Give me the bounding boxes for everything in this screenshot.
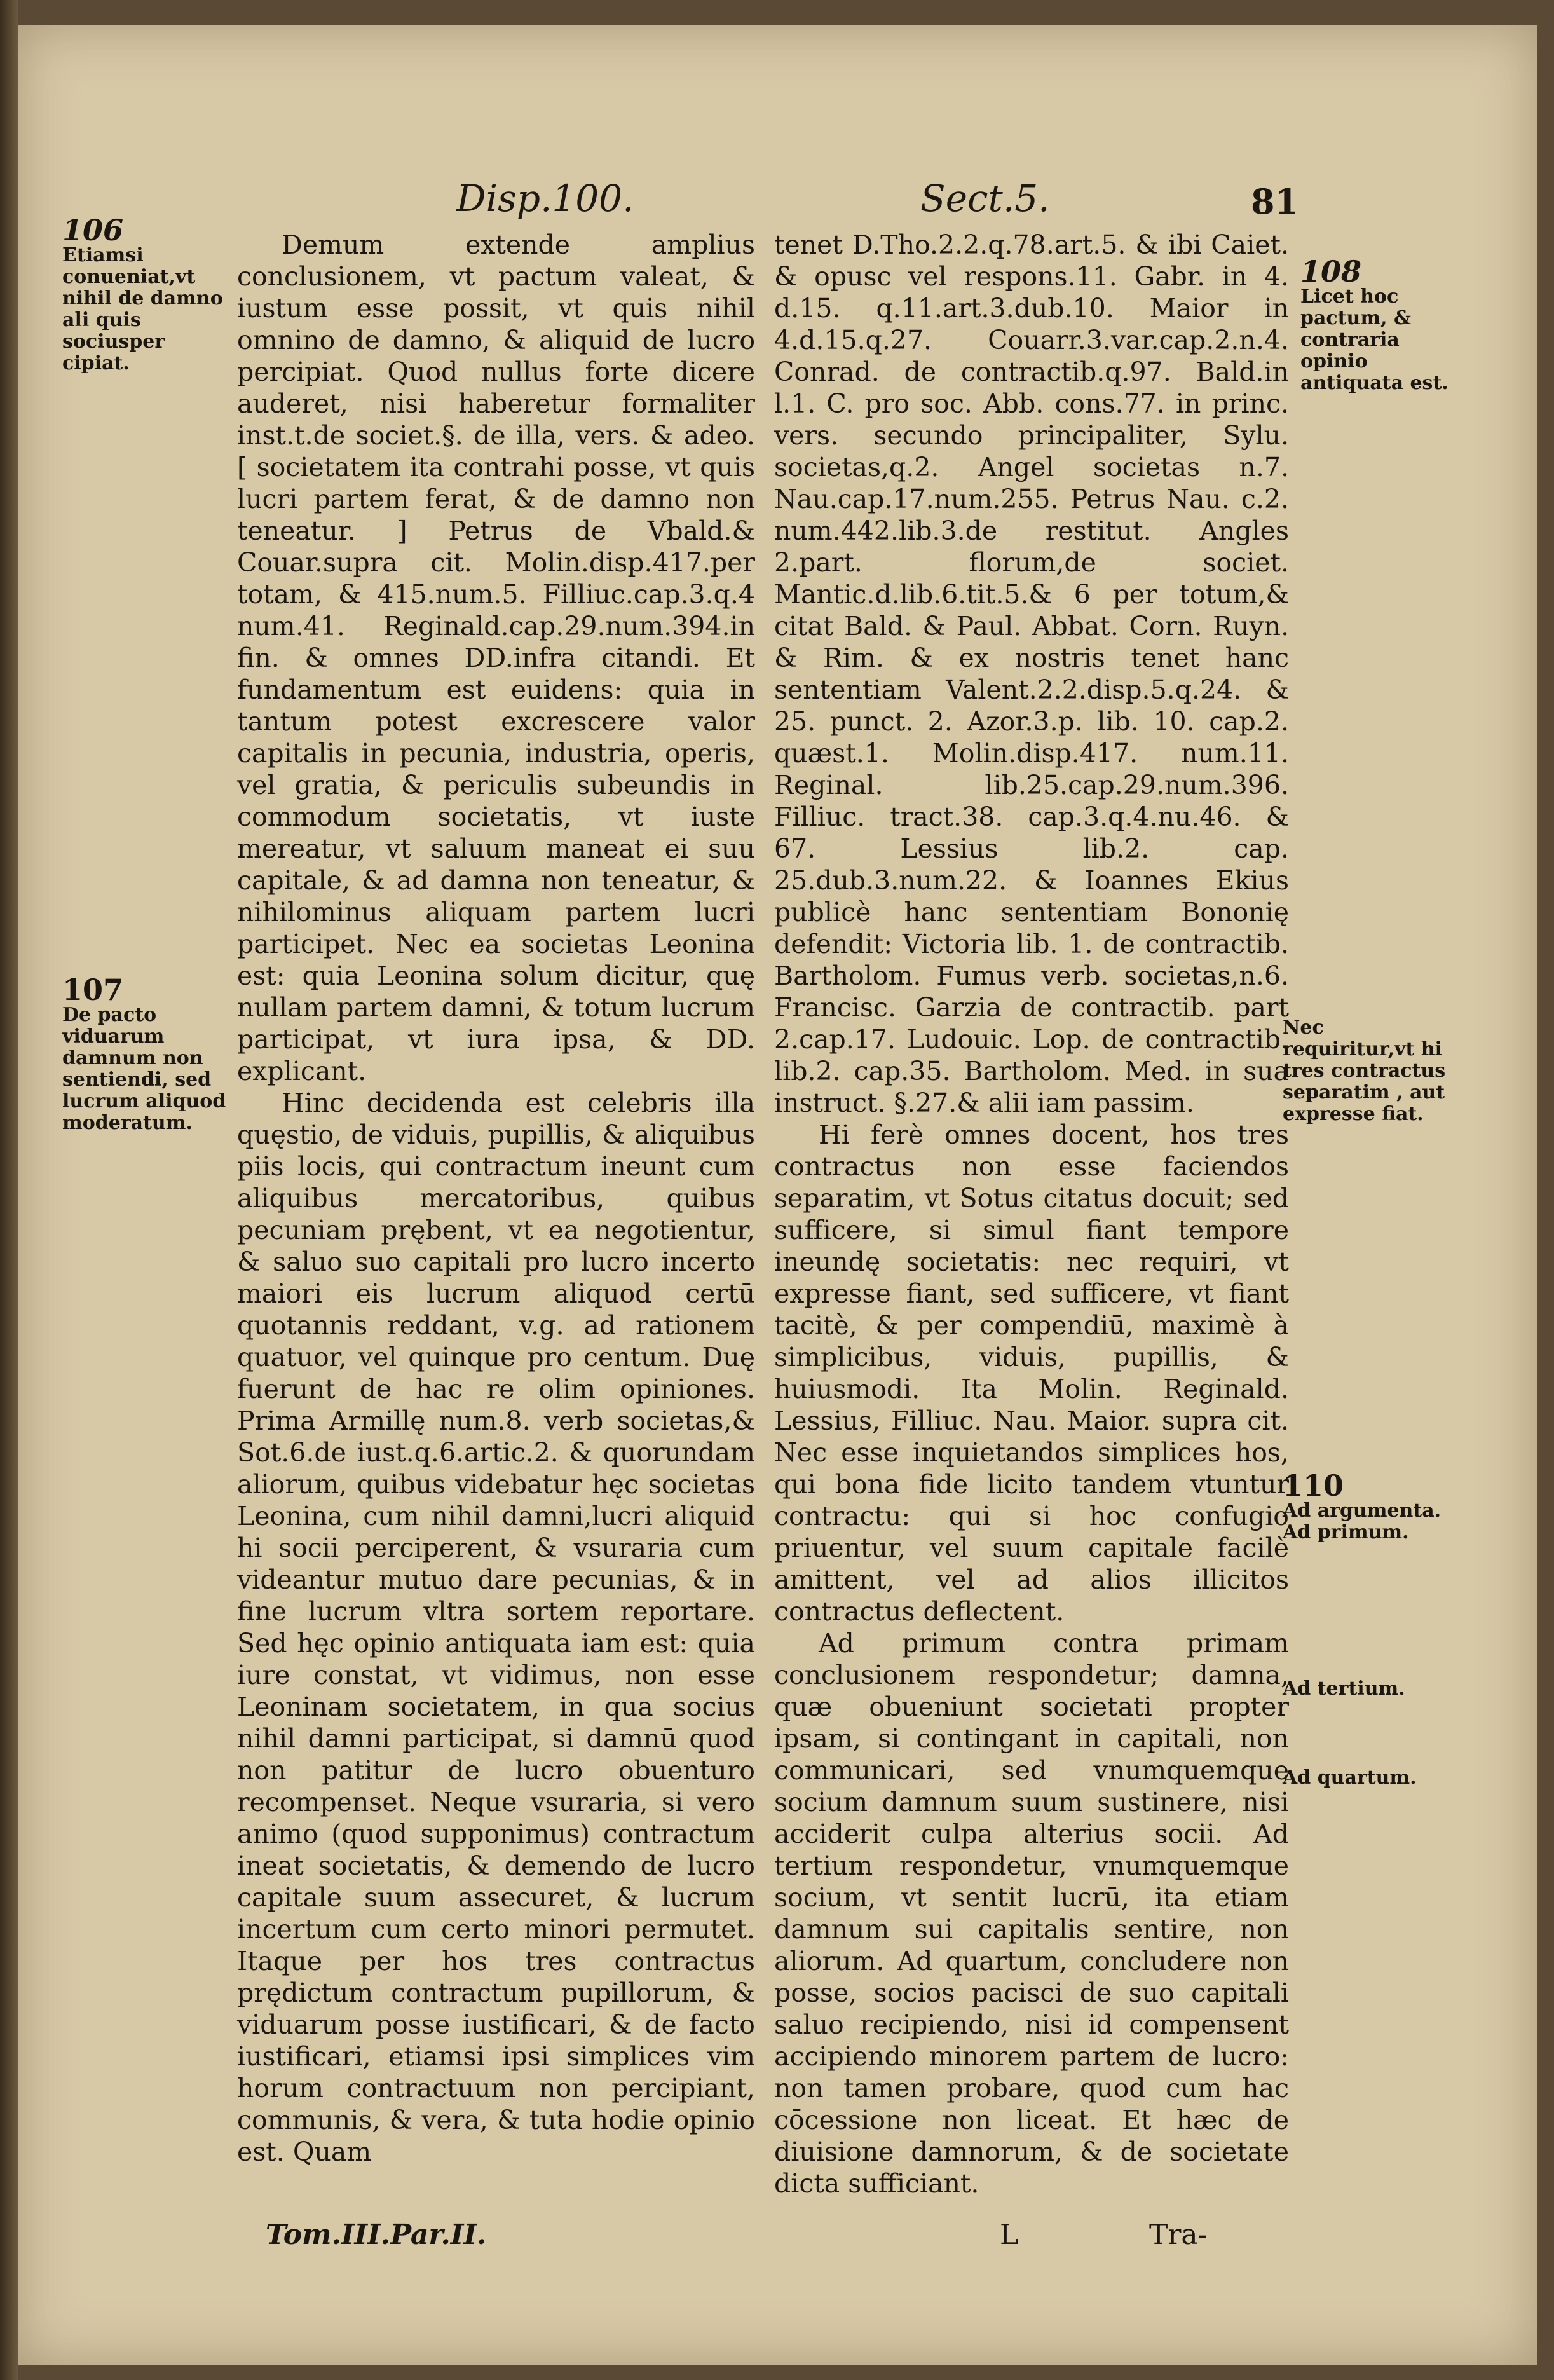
text-column-left: [237, 229, 755, 2168]
gathering-mark: L: [1000, 2219, 1019, 2251]
running-head-section: Sect.5.: [920, 177, 1050, 220]
margin-note-text: Nec requiritur,vt hi tres contractus separatim , aut expresse fiat.: [1283, 1016, 1446, 1125]
catchword: Tra-: [1149, 2219, 1208, 2251]
margin-note-number: 110: [1283, 1468, 1344, 1503]
margin-note-number: 107: [62, 973, 124, 1007]
paragraph: Hinc decidenda est celebris illa quęstio, de viduis, pupillis, & aliquibus piis locis, qui contractum ineunt cum aliquibus mercatoribus, quibus pecuniam prębent, vt ea negotientur, & saluo suo capitali pro lucro incerto maiori eis lucrum aliquod certū quotannis reddant, v.g. ad rationem quatuor, vel quinque pro centum. Duę fuerunt de hac re olim opiniones. Prima Armillę num.8. verb societas,& Sot.6.de iust.q.6.artic.2. & quorundam aliorum, quibus videbatur hęc societas Leonina, cum nihil damni,lucri aliquid hi socii perciperent, & vsuraria cum videantur mutuo dare pecunias, & in fine lucrum vltra sortem reportare. Sed hęc opinio antiquata iam est: quia iure constat, vt vidimus, non esse Leoninam societatem, in qua socius nihil damni participat, si damnū quod non patitur de lucro obuenturo recompenset. Neque vsuraria, si vero animo (quod supponimus) contractum ineat societatis, & demendo de lucro capitale suum assecuret, & lucrum incertum cum certo minori permutet. Itaque per hos tres contractus prędictum contractum pupillorum, & viduarum posse iustificari, & de facto iustificari, etiamsi ipsi simplices vim horum contractuum non percipiant, communis, & vera, & tuta hodie opinio est. Quam: [237, 1088, 755, 2167]
paragraph: Ad primum contra primam conclusionem respondetur; damna, quæ obueniunt societati propter ipsam, si contingant in capitali, non communicari, sed vnumquemque socium damnum suum sustinere, nisi acciderit culpa alterius socii. Ad tertium respondetur, vnumquemque socium, vt sentit lucrū, ita etiam damnum sui capitalis sentire, non aliorum. Ad quartum, concludere non posse, socios pacisci de suo capitali saluo recipiendo, nisi id compensent accipiendo minorem partem de lucro: non tamen probare, quod cum hac cōcessione non liceat. Et hæc de diuisione damnorum, & de societate dicta sufficiant.: [774, 1628, 1289, 2199]
text-column-right: [774, 229, 1289, 2199]
margin-note-number: 106: [62, 213, 124, 247]
margin-note-text: Licet hoc pactum, & contraria opinio antiquata est.: [1300, 285, 1448, 394]
margin-note-ad-tertium: [1283, 1678, 1448, 1700]
margin-note-110: [1283, 1468, 1448, 1543]
margin-note-107: [62, 973, 234, 1134]
running-head-disputation: Disp.100.: [456, 177, 634, 220]
page-number: 81: [1251, 181, 1299, 222]
margin-note-text: Ad quartum.: [1283, 1767, 1417, 1789]
margin-note-ad-quartum: [1283, 1767, 1448, 1789]
margin-note-text: Ad argumenta. Ad primum.: [1283, 1500, 1442, 1543]
paragraph: tenet D.Tho.2.2.q.78.art.5. & ibi Caiet. & opusc vel respons.11. Gabr. in 4. d.15. q.11.art.3.dub.10. Maior in 4.d.15.q.27. Couarr.3.var.cap.2.n.4. Conrad. de contractib.q.97. Bald.in l.1. C. pro soc. Abb. cons.77. in princ. vers. secundo principaliter, Sylu. societas,q.2. Angel societas n.7. Nau.cap.17.num.255. Petrus Nau. c.2. num.442.lib.3.de restitut. Angles 2.part. florum,de societ. Mantic.d.lib.6.tit.5.& 6 per totum,& citat Bald. & Paul. Abbat. Corn. Ruyn. & Rim. & ex nostris tenet hanc sententiam Valent.2.2.disp.5.q.24. & 25. punct. 2. Azor.3.p. lib. 10. cap.2. quæst.1. Molin.disp.417. num.11. Reginal. lib.25.cap.29.num.396. Filliuc. tract.38. cap.3.q.4.nu.46. & 67. Lessius lib.2. cap. 25.dub.3.num.22. & Ioannes Ekius publicè hanc sententiam Bononię defendit: Victoria lib. 1. de contractib. Bartholom. Fumus verb. societas,n.6. Francisc. Garzia de contractib. part 2.cap.17. Ludouic. Lop. de contractib. lib.2. cap.35. Bartholom. Med. in sua instruct. §.27.& alii iam passim.: [774, 229, 1289, 1118]
margin-note-text: De pacto viduarum damnum non sentiendi, sed lucrum aliquod moderatum.: [62, 1004, 226, 1134]
margin-note-108: [1300, 254, 1453, 394]
paragraph: Demum extende amplius conclusionem, vt pactum valeat, & iustum esse possit, vt quis nihil omnino de damno, & aliquid de lucro percipiat. Quod nullus forte dicere auderet, nisi haberetur formaliter inst.t.de societ.§. de illa, vers. & adeo. [ societatem ita contrahi posse, vt quis lucri partem ferat, & de damno non teneatur. ] Petrus de Vbald.& Couar.supra cit. Molin.disp.417.per totam, & 415.num.5. Filliuc.cap.3.q.4 num.41. Reginald.cap.29.num.394.in fin. & omnes DD.infra citandi. Et fundamentum est euidens: quia in tantum potest excrescere valor capitalis in pecunia, industria, operis, vel gratia, & periculis subeundis in commodum societatis, vt iuste mereatur, vt saluum maneat ei suu capitale, & ad damna non teneatur, & nihilominus aliquam partem lucri participet. Nec ea societas Leonina est: quia Leonina solum dicitur, quę nullam partem damni, & totum lucrum participat, vt iura ipsa, & DD. explicant.: [237, 229, 755, 1086]
margin-note-109: [1283, 1017, 1448, 1125]
margin-note-text: Ad tertium.: [1283, 1678, 1405, 1700]
book-page: [18, 25, 1537, 2365]
signature-mark: Tom.III.Par.II.: [266, 2219, 487, 2251]
paragraph: Hi ferè omnes docent, hos tres contractus non esse faciendos separatim, vt Sotus citatus docuit; sed sufficere, si simul fiant tempore ineundę societatis: nec requiri, vt expresse fiant, sed sufficere, vt fiant tacitè, & per compendiū, maximè à simplicibus, viduis, pupillis, & huiusmodi. Ita Molin. Reginald. Lessius, Filliuc. Nau. Maior. supra cit. Nec esse inquietandos simplices hos, qui bona fide licito tandem vtuntur contractu: qui si hoc confugio priuentur, vel suum capitale facilè amittent, vel ad alios illicitos contractus deflectent.: [774, 1119, 1289, 1627]
margin-note-number: 108: [1300, 254, 1362, 289]
book-gutter: [0, 0, 18, 2380]
margin-note-text: Etiamsi conueniat,vt nihil de damno ali quis sociusper cipiat.: [62, 244, 223, 374]
margin-note-106: [62, 213, 234, 374]
